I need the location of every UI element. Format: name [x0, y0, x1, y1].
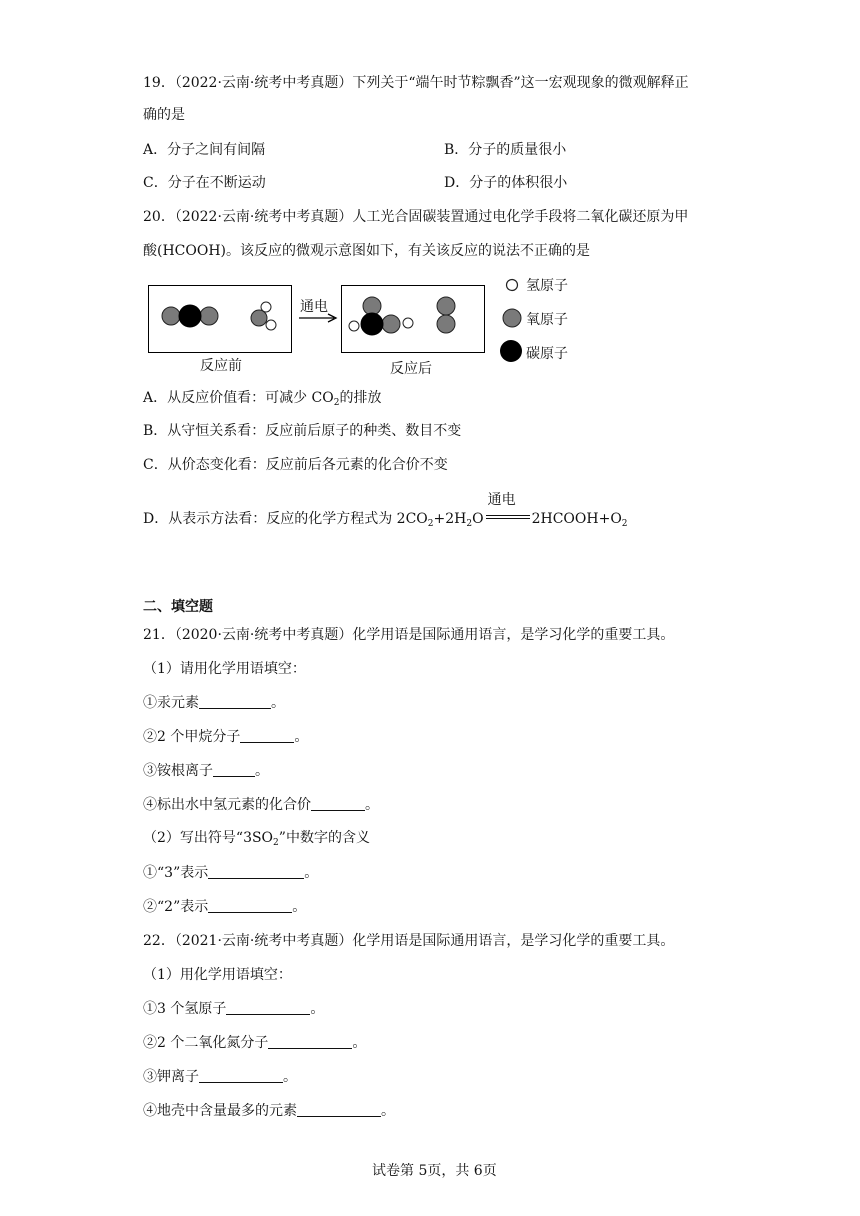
answer-blank[interactable]	[199, 694, 271, 709]
q21-meaning3: ①“3”表示 。	[143, 865, 319, 881]
co2-molecule	[162, 305, 218, 327]
q20-stem-line2: 酸(HCOOH)。该反应的微观示意图如下，有关该反应的说法不正确的是	[143, 243, 591, 259]
legend-oxygen-label: 氧原子	[526, 312, 568, 328]
legend-carbon-label: 碳原子	[526, 346, 568, 362]
answer-blank[interactable]	[297, 1102, 381, 1117]
o2-molecule	[437, 297, 455, 333]
q21-item3: ③铵根离子 。	[143, 763, 269, 779]
q19-stem-line1: 19．（2022·云南·统考中考真题）下列关于“端午时节粽飘香”这一宏观现象的微观解释正	[143, 75, 689, 91]
q21-item1: ①汞元素 。	[143, 695, 285, 711]
answer-blank[interactable]	[240, 728, 294, 743]
answer-blank[interactable]	[226, 1000, 310, 1015]
q20-option-a: A．从反应价值看：可减少 $CO_2$的排放	[143, 390, 382, 408]
q19-option-b: B．分子的质量很小	[444, 142, 567, 158]
q21-item4: ④标出水中氢元素的化合价 。	[143, 797, 379, 813]
q22-item1: ①3 个氢原子 。	[143, 1001, 325, 1017]
q22-item2: ②2 个二氧化氮分子 。	[143, 1035, 367, 1051]
after-molecules	[342, 286, 484, 352]
answer-blank[interactable]	[208, 864, 304, 879]
q21-part1: （1）请用化学用语填空：	[143, 661, 306, 677]
before-molecules	[149, 286, 291, 352]
after-box	[341, 285, 485, 353]
h2o-molecule	[251, 302, 276, 330]
section-title-fill-blank: 二、填空题	[143, 599, 213, 615]
arrow-label: 通电	[300, 299, 328, 315]
after-label: 反应后	[390, 361, 432, 377]
page-footer: 试卷第 5页，共 6页	[372, 1163, 497, 1179]
answer-blank[interactable]	[199, 1068, 283, 1083]
q22-item4: ④地壳中含量最多的元素 。	[143, 1103, 395, 1119]
before-box	[148, 285, 292, 353]
q19-option-c: C．分子在不断运动	[143, 175, 266, 191]
q20-option-d: D．从表示方法看：反应的化学方程式为 $2CO_2+2H_2O$ 通电 $2HCOOH+O_2$	[143, 492, 628, 529]
q19-option-d: D．分子的体积很小	[444, 175, 568, 191]
reaction-arrow-icon	[298, 312, 340, 324]
q21-meaning2: ②“2”表示 。	[143, 899, 307, 915]
equation-condition-symbol: 通电	[484, 508, 532, 526]
q20-stem-line1: 20．（2022·云南·统考中考真题）人工光合固碳装置通过电化学手段将二氧化碳还原为甲	[143, 209, 689, 225]
q21-stem: 21．（2020·云南·统考中考真题）化学用语是国际通用语言，是学习化学的重要工具。	[143, 627, 675, 643]
q19-option-a: A．分子之间有间隔	[143, 142, 266, 158]
answer-blank[interactable]	[213, 762, 255, 777]
before-label: 反应前	[200, 358, 242, 374]
answer-blank[interactable]	[268, 1034, 352, 1049]
answer-blank[interactable]	[311, 796, 365, 811]
q19-stem-line2: 确的是	[143, 107, 185, 123]
hcooh-molecule	[349, 297, 413, 335]
oxygen-legend-icon	[500, 306, 524, 330]
q22-part1: （1）用化学用语填空：	[143, 967, 292, 983]
carbon-legend-icon	[498, 338, 524, 364]
q22-item3: ③钾离子 。	[143, 1069, 297, 1085]
q20-option-c: C．从价态变化看：反应前后各元素的化合价不变	[143, 457, 448, 473]
q21-part2: （2）写出符号“$3SO_2$”中数字的含义	[143, 830, 370, 848]
legend-hydrogen-label: 氢原子	[526, 278, 568, 294]
q22-stem: 22．（2021·云南·统考中考真题）化学用语是国际通用语言，是学习化学的重要工具。	[143, 933, 675, 949]
answer-blank[interactable]	[208, 898, 292, 913]
hydrogen-legend-icon	[502, 275, 522, 295]
q21-item2: ②2 个甲烷分子 。	[143, 729, 309, 745]
q20-option-b: B．从守恒关系看：反应前后原子的种类、数目不变	[143, 423, 462, 439]
